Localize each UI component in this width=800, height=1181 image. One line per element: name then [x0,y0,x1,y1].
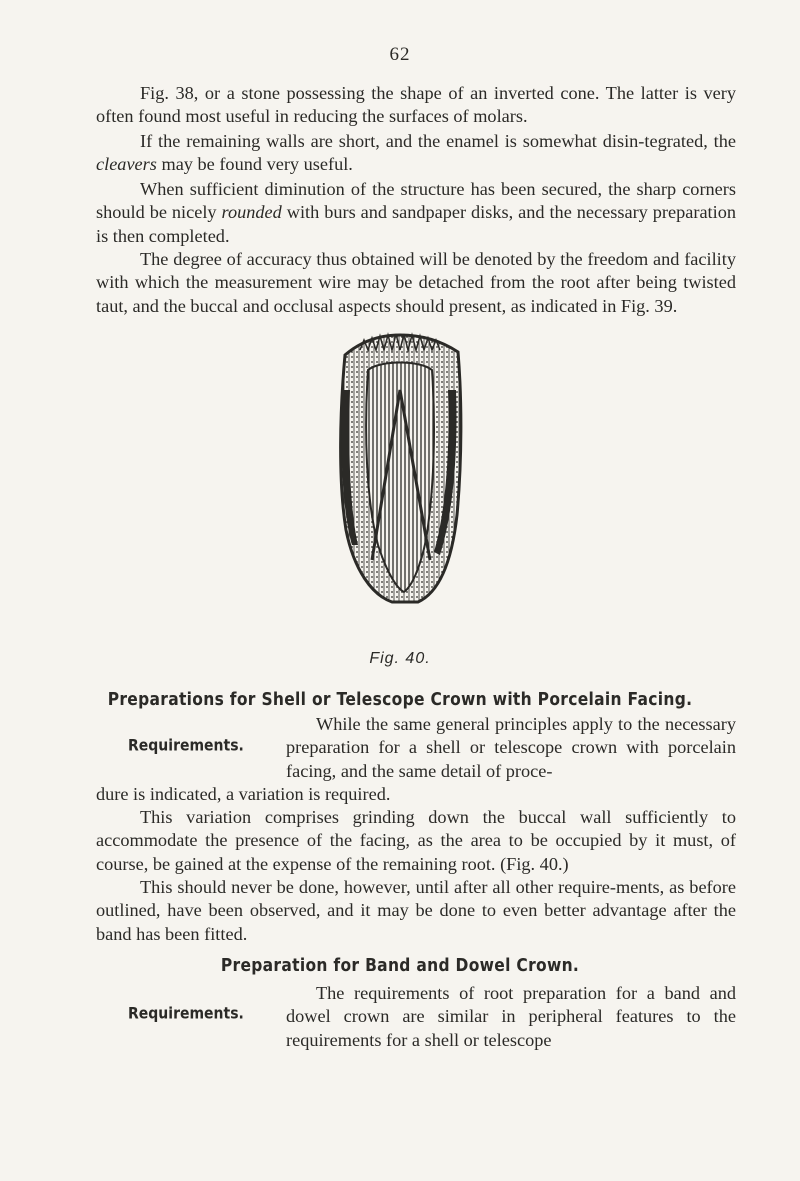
tooth-root-illustration [300,330,510,630]
section-1-continuation: dure is indicated, a variation is required. [96,784,391,804]
paragraph-1: Fig. 38, or a stone possessing the shape of an inverted cone. The latter is very often found most useful in reducing the surfaces of molars. [96,83,736,127]
section-2-intro: The requirements of root preparation for a band and dowel crown are similar in peripheral features to the requirements for a shell or telescope [286,983,736,1050]
section-heading-shell-crown: Preparations for Shell or Telescope Crown with Porcelain Facing. [107,688,693,710]
figure-caption: Fig. 40. [369,650,431,667]
paragraph-4: The degree of accuracy thus obtained will be denoted by the freedom and facility with which the measurement wire may be detached from the root after being twisted taut, and the buccal and occlusal aspects should present, as indicated in Fig. 39. [96,249,736,316]
side-label-requirements-2: Requirements. [128,1004,244,1024]
page-number: 62 [389,44,411,65]
emphasis-cleavers: cleavers [96,154,157,175]
paragraph-3-text-a: When sufficient diminution of the structure has been secured, the sharp corners should be nicely [96,179,736,223]
paragraph-2-text-a: If the remaining walls are short, and the enamel is somewhat disin-tegrated, the [140,131,736,151]
side-label-requirements-1: Requirements. [128,736,244,756]
emphasis-rounded: rounded [221,202,282,223]
section-1-intro: While the same general principles apply to the necessary preparation for a shell or telescope crown with porcelain facing, and the same detail of proce- [286,714,736,781]
paragraph-3-text-b: with burs and sandpaper disks, and the necessary preparation is then completed. [96,202,736,246]
section-heading-band-dowel-crown: Preparation for Band and Dowel Crown. [220,954,580,976]
section-1-paragraph-2: This variation comprises grinding down the buccal wall sufficiently to accommodate the presence of the facing, as the area to be occupied by it must, of course, be gained at the expense of the remaining root. (Fig. 40.) [96,807,736,874]
paragraph-2 [96,130,736,177]
tooth-root-svg [300,330,510,630]
section-1-paragraph-3: This should never be done, however, until after all other require-ments, as before outlined, have been observed, and it may be done to even better advantage after the band has been fitted. [96,877,736,944]
paragraph-2-text-b: may be found very useful. [156,154,353,175]
paragraph-3 [96,178,736,248]
